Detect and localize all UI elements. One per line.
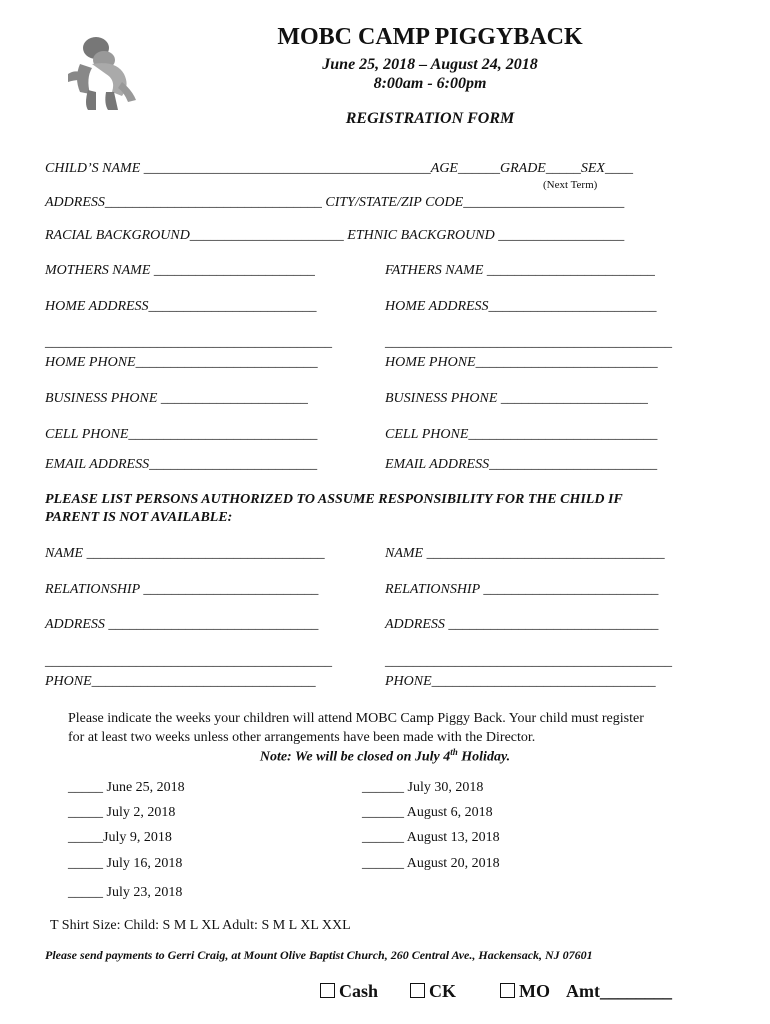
payment-money-order-option[interactable]: MO — [500, 981, 550, 1002]
father-business-phone-field[interactable]: BUSINESS PHONE _____________________ — [385, 391, 648, 406]
address-city-field[interactable]: ADDRESS_______________________________ CITY/STATE/ZIP CODE_______________________ — [45, 195, 625, 210]
checkbox-icon[interactable] — [500, 983, 515, 998]
camp-dates: June 25, 2018 – August 24, 2018 — [322, 56, 538, 73]
father-cell-phone-field[interactable]: CELL PHONE___________________________ — [385, 427, 658, 442]
authorized-name-left-field[interactable]: NAME __________________________________ — [45, 546, 325, 561]
authorized-address-right-field[interactable]: ADDRESS ______________________________ — [385, 617, 659, 632]
tshirt-size-line[interactable]: T Shirt Size: Child: S M L XL Adult: S M L XL XXL — [50, 918, 351, 933]
mother-name-field[interactable]: MOTHERS NAME _______________________ — [45, 263, 315, 278]
checkbox-icon[interactable] — [320, 983, 335, 998]
background-field[interactable]: RACIAL BACKGROUND______________________ ETHNIC BACKGROUND __________________ — [45, 228, 625, 243]
mother-business-phone-field[interactable]: BUSINESS PHONE _____________________ — [45, 391, 308, 406]
camp-hours: 8:00am - 6:00pm — [373, 75, 487, 92]
father-email-field[interactable]: EMAIL ADDRESS________________________ — [385, 457, 658, 472]
authorized-heading-line2: PARENT IS NOT AVAILABLE: — [45, 510, 233, 525]
authorized-phone-left-field[interactable]: PHONE________________________________ — [45, 674, 316, 689]
father-home-address-field[interactable]: HOME ADDRESS________________________ — [385, 299, 657, 314]
week-option[interactable]: _____ July 16, 2018 — [68, 856, 183, 871]
authorized-phone-right-field[interactable]: PHONE________________________________ — [385, 674, 656, 689]
mother-home-phone-field[interactable]: HOME PHONE__________________________ — [45, 355, 318, 370]
week-option[interactable]: _____ July 23, 2018 — [68, 885, 183, 900]
week-option[interactable]: ______ August 13, 2018 — [362, 830, 500, 845]
mother-email-field[interactable]: EMAIL ADDRESS________________________ — [45, 457, 318, 472]
mother-home-address-field[interactable]: HOME ADDRESS________________________ — [45, 299, 317, 314]
grade-note: (Next Term) — [543, 179, 598, 191]
week-option[interactable]: _____ June 25, 2018 — [68, 780, 185, 795]
mother-cell-phone-field[interactable]: CELL PHONE___________________________ — [45, 427, 318, 442]
authorized-relationship-left-field[interactable]: RELATIONSHIP _________________________ — [45, 582, 319, 597]
week-option[interactable]: ______ August 6, 2018 — [362, 805, 493, 820]
week-option[interactable]: _____ July 2, 2018 — [68, 805, 176, 820]
week-option[interactable]: ______ August 20, 2018 — [362, 856, 500, 871]
child-name-age-grade-sex-field[interactable]: CHILD’S NAME _________________________________________AGE______GRADE_____SEX____ — [45, 161, 633, 176]
father-name-field[interactable]: FATHERS NAME ________________________ — [385, 263, 655, 278]
payment-cash-option[interactable]: Cash — [320, 981, 378, 1002]
form-title: REGISTRATION FORM — [345, 110, 515, 127]
father-address-line2[interactable]: _________________________________________ — [385, 335, 672, 350]
authorized-address-left-line2[interactable]: _________________________________________ — [45, 654, 332, 669]
week-option[interactable]: ______ July 30, 2018 — [362, 780, 484, 795]
authorized-address-left-field[interactable]: ADDRESS ______________________________ — [45, 617, 319, 632]
checkbox-icon[interactable] — [410, 983, 425, 998]
authorized-name-right-field[interactable]: NAME __________________________________ — [385, 546, 665, 561]
father-home-phone-field[interactable]: HOME PHONE__________________________ — [385, 355, 658, 370]
payment-note: Please send payments to Gerri Craig, at Mount Olive Baptist Church, 260 Central Ave., Hackensack, NJ 07601 — [45, 948, 593, 962]
payment-check-option[interactable]: CK — [410, 981, 456, 1002]
mother-address-line2[interactable]: _________________________________________ — [45, 335, 332, 350]
week-option[interactable]: _____July 9, 2018 — [68, 830, 172, 845]
holiday-note: Note: We will be closed on July 4th Holiday. — [259, 747, 511, 765]
authorized-address-right-line2[interactable]: _________________________________________ — [385, 654, 672, 669]
authorized-relationship-right-field[interactable]: RELATIONSHIP _________________________ — [385, 582, 659, 597]
weeks-intro-line1: Please indicate the weeks your children will attend MOBC Camp Piggy Back. Your child must register — [68, 711, 644, 726]
page-title: MOBC CAMP PIGGYBACK — [277, 24, 583, 50]
weeks-intro-line2: for at least two weeks unless other arrangements have been made with the Director. — [68, 730, 536, 745]
payment-amount-field[interactable]: Amt________ — [566, 981, 672, 1001]
authorized-heading-line1: PLEASE LIST PERSONS AUTHORIZED TO ASSUME RESPONSIBILITY FOR THE CHILD IF — [45, 492, 623, 507]
